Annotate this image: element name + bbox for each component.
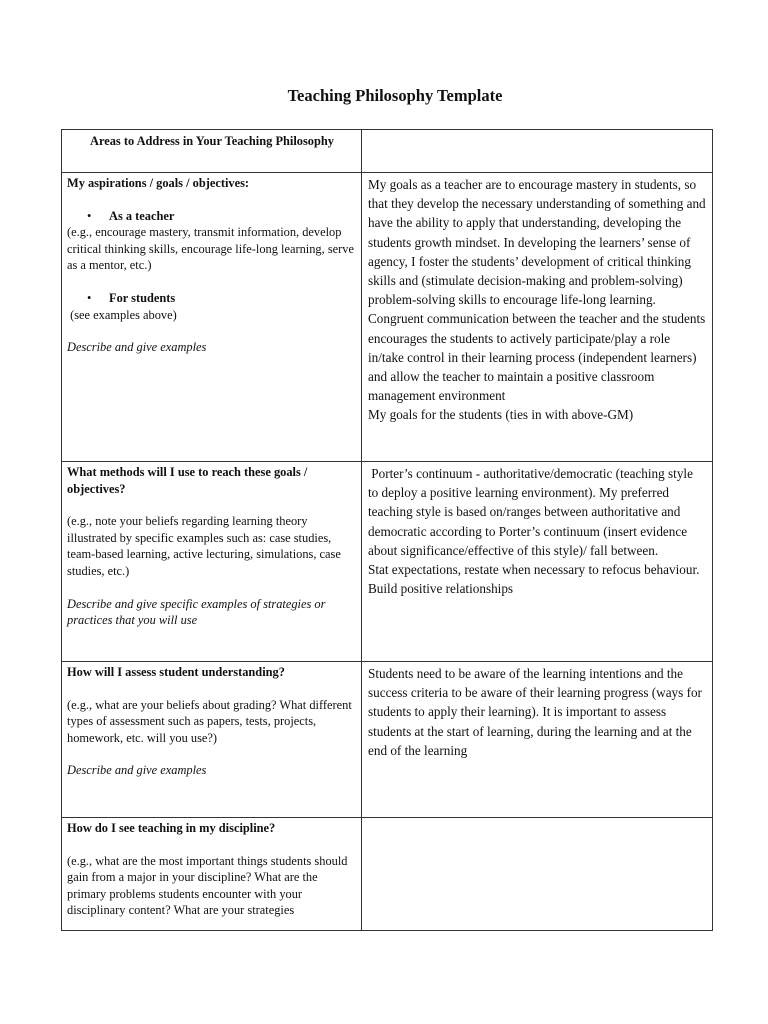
table-row-discipline — [62, 818, 713, 931]
discipline-answer-cell[interactable] — [362, 818, 713, 931]
table-header-row — [62, 130, 713, 173]
as-a-teacher-examples: (e.g., encourage mastery, transmit information, develop critical thinking skills, encourage life-long learning, serve as a mentor, etc.) — [67, 225, 354, 273]
methods-heading: What methods will I use to reach these goals / objectives? — [67, 465, 308, 496]
discipline-heading: How do I see teaching in my discipline? — [67, 821, 276, 835]
document-title: Teaching Philosophy Template — [287, 86, 503, 105]
bullet-for-students: • For students — [67, 290, 357, 307]
header-right-cell[interactable] — [362, 130, 713, 173]
assessment-instruction: Describe and give examples — [67, 763, 207, 778]
methods-expectations-line: Stat expectations, restate when necessary to refocus behaviour. — [368, 562, 700, 578]
discipline-prompt-cell — [62, 818, 362, 931]
assessment-examples: (e.g., what are your beliefs about grading? What different types of assessment such as papers, tests, projects, homework, etc. will you use?) — [67, 697, 352, 745]
header-left-cell — [62, 130, 362, 173]
teaching-philosophy-table — [61, 129, 713, 931]
assessment-answer-paragraph: Students need to be aware of the learning intentions and the success criteria to be aware of their learning progress (ways for students to apply their learning). It is important to assess students at the start of learning, during the learning and at the end of the learning — [368, 666, 702, 758]
methods-answer-cell[interactable] — [362, 462, 713, 662]
goals-students-paragraph: My goals for the students (ties in with above-GM) — [368, 407, 634, 423]
discipline-examples: (e.g., what are the most important things students should gain from a major in your discipline? What are the primary problems students encounter with your disciplinary content? What are your strategies — [67, 853, 348, 918]
assessment-prompt-cell — [62, 662, 362, 818]
goals-prompt-cell — [62, 173, 362, 462]
goals-answer-paragraph: My goals as a teacher are to encourage mastery in students, so that they develop the necessary understanding of something and have the ability to apply that understanding, developing the students growth mindset. In developing the learners’ sense of agency, I foster the students’ development of critical thinking skills and (stimulate decision-making and problem-solving) problem-solving skills to encourage life-long learning. Congruent communication between the teacher and the students encourages the students to actively participate/play a role in/take control in their learning process (independent learners) and allow the teacher to maintain a positive classroom management environment — [368, 177, 706, 404]
goals-instruction: Describe and give examples — [67, 340, 207, 355]
goals-heading: My aspirations / goals / objectives: — [67, 176, 250, 190]
methods-relationships-line: Build positive relationships — [368, 581, 514, 597]
methods-prompt-cell — [62, 462, 362, 662]
header-right-label — [362, 130, 712, 132]
methods-answer-paragraph: Porter’s continuum - authoritative/democratic (teaching style to deploy a positive learning environment). My preferred teaching style is based on/ranges between authoritative and democratic according to Porter’s continuum (insert evidence about significance/effective of this style)/ fall between. — [368, 466, 697, 558]
table-row-methods — [62, 462, 713, 662]
bullet-as-a-teacher: • As a teacher — [67, 208, 357, 225]
methods-instruction: Describe and give specific examples of strategies or practices that you will use — [67, 596, 326, 628]
for-students-examples: (see examples above) — [67, 307, 177, 322]
methods-examples: (e.g., note your beliefs regarding learning theory illustrated by specific examples such as: case studies, team-based learning, active lecturing, simulations, case studies, etc.) — [67, 514, 341, 578]
discipline-answer-paragraph — [362, 818, 712, 820]
table-row-goals — [62, 173, 713, 462]
table-row-assessment — [62, 662, 713, 818]
header-left-label: Areas to Address in Your Teaching Philosophy — [90, 134, 334, 148]
assessment-answer-cell[interactable] — [362, 662, 713, 818]
assessment-heading: How will I assess student understanding? — [67, 665, 285, 679]
goals-answer-cell[interactable] — [362, 173, 713, 462]
